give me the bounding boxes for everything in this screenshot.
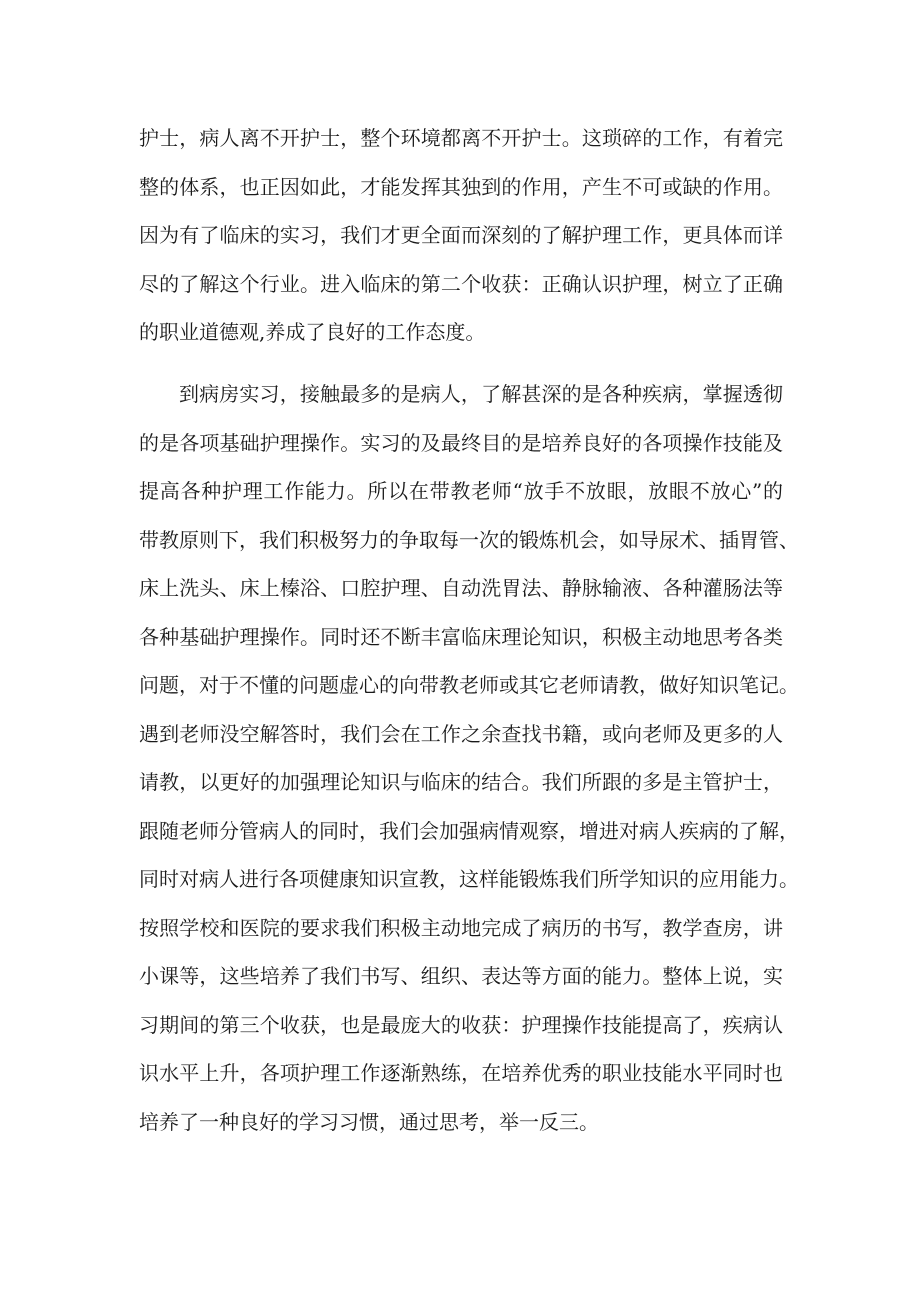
paragraph-line: 到病房实习，接触最多的是病人，了解甚深的是各种疾病，掌握透彻 (179, 382, 783, 406)
paragraph-line: 床上洗头、床上榛浴、口腔护理、自动洗胃法、静脉输液、各种灌肠法等 (139, 576, 783, 600)
paragraph-line: 培养了一种良好的学习习惯，通过思考，举一反三。 (139, 1109, 599, 1134)
paragraph-line: 提高各种护理工作能力。所以在带教老师“放手不放眼，放眼不放心”的 (139, 479, 783, 503)
paragraph-line: 小课等，这些培养了我们书写、组织、表达等方面的能力。整体上说，实 (139, 964, 783, 988)
paragraph-line: 按照学校和医院的要求我们积极主动地完成了病历的书写，教学查房，讲 (139, 915, 783, 940)
paragraph-line: 跟随老师分管病人的同时，我们会加强病情观察，增进对病人疾病的了解， (139, 818, 799, 843)
paragraph-line: 习期间的第三个收获，也是最庞大的收获：护理操作技能提高了，疾病认 (139, 1012, 783, 1037)
paragraph-line: 各种基础护理操作。同时还不断丰富临床理论知识，积极主动地思考各类 (139, 624, 783, 649)
paragraph-line: 遇到老师没空解答时，我们会在工作之余查找书籍，或向老师及更多的人 (139, 721, 783, 746)
paragraph-line: 同时对病人进行各项健康知识宣教，这样能锻炼我们所学知识的应用能力。 (139, 867, 799, 891)
paragraph-line: 识水平上升，各项护理工作逐渐熟练，在培养优秀的职业技能水平同时也 (139, 1061, 783, 1085)
paragraph-line: 的是各项基础护理操作。实习的及最终目的是培养良好的各项操作技能及 (139, 430, 783, 455)
paragraph-1 (139, 114, 783, 357)
paragraph-line: 的职业道德观,养成了良好的工作态度。 (139, 320, 486, 344)
paragraph-line: 尽的了解这个行业。进入临床的第二个收获：正确认识护理，树立了正确 (139, 271, 783, 296)
paragraph-line: 整的体系，也正因如此，才能发挥其独到的作用，产生不可或缺的作用。 (139, 174, 783, 199)
paragraph-line: 问题，对于不懂的问题虚心的向带教老师或其它老师请教，做好知识笔记。 (139, 673, 799, 697)
paragraph-line: 请教，以更好的加强理论知识与临床的结合。我们所跟的多是主管护士， (139, 770, 783, 794)
paragraph-2 (139, 370, 799, 1146)
paragraph-line: 带教原则下，我们积极努力的争取每一次的锻炼机会，如导尿术、插胃管、 (139, 527, 799, 552)
paragraph-line: 因为有了临床的实习，我们才更全面而深刻的了解护理工作，更具体而详 (139, 223, 783, 247)
paragraph-line: 护士，病人离不开护士，整个环境都离不开护士。这琐碎的工作，有着完 (139, 126, 783, 150)
